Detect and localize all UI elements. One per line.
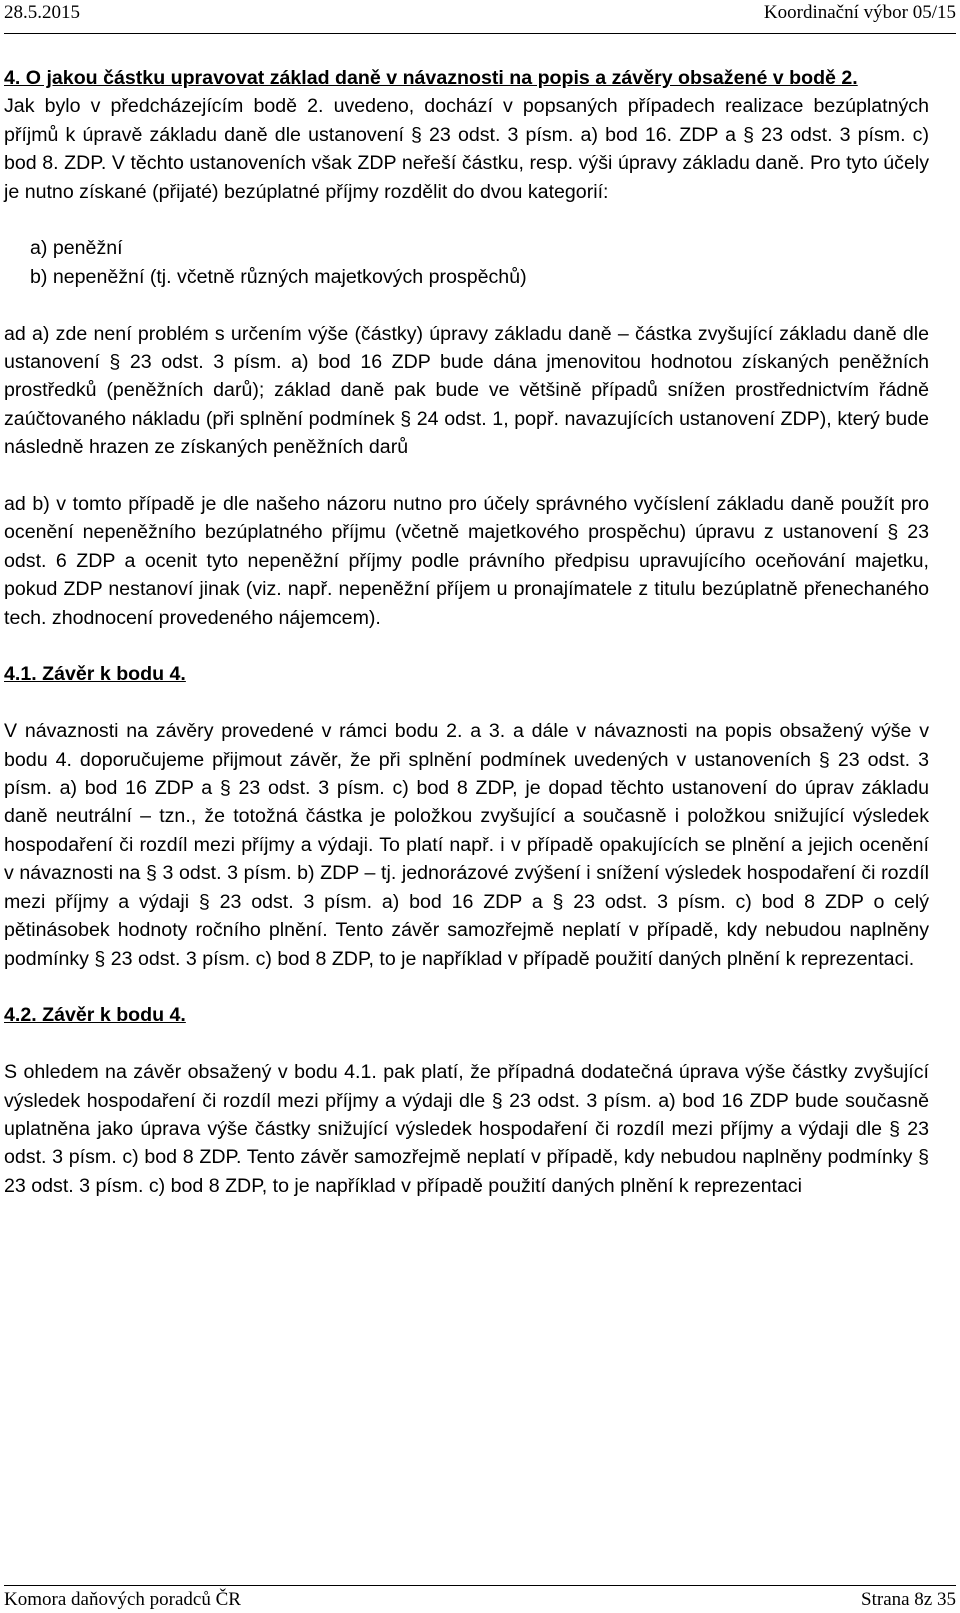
footer-organization: Komora daňových poradců ČR	[4, 1589, 241, 1610]
section-4-1-paragraph: V návaznosti na závěry provedené v rámci bodu 2. a 3. a dále v návaznosti na popis obsažený výše v bodu 4. doporučujeme přijmout závěr, že při splnění podmínek uvedených v ustanoveních § 23 odst. 3 písm. a) bod 16 ZDP a § 23 odst. 3 písm. c) bod 8 ZDP, je dopad těchto ustanovení do úprav základu daně neutrální – tzn., že totožná částka je položkou zvyšující a současně i položkou snižující výsledek hospodaření či rozdíl mezi příjmy a výdaji. To platí např. i v případě opakujících se plnění a jejich ocenění v návaznosti na § 3 odst. 3 písm. b) ZDP – tj. jednorázové zvýšení i snížení výsledek hospodaření či rozdíl mezi příjmy a výdaji § 23 odst. 3 písm. a) bod 16 ZDP a § 23 odst. 3 písm. c) bod 8 ZDP o celý pětinásobek hodnoty ročního plnění. Tento závěr samozřejmě neplatí v případě, kdy nebudou naplněny podmínky § 23 odst. 3 písm. c) bod 8 ZDP, to je například v případě použití daných plnění k reprezentaci.	[4, 720, 929, 970]
section-4-2-heading: 4.2. Závěr k bodu 4.	[4, 1004, 186, 1027]
list-item-a: a) peněžní	[30, 237, 123, 260]
header-date: 28.5.2015	[4, 2, 80, 23]
section-4-1-heading: 4.1. Závěr k bodu 4.	[4, 663, 186, 686]
footer-page-number: Strana 8z 35	[861, 1589, 956, 1610]
document-body	[4, 64, 929, 1200]
section-4-2-paragraph: S ohledem na závěr obsažený v bodu 4.1. pak platí, že případná dodatečná úprava výše částky zvyšující výsledek hospodaření či rozdíl mezi příjmy a výdaji dle § 23 odst. 3 písm. a) bod 16 ZDP bude současně uplatněna jako úprava výše částky snižující výsledek hospodaření či rozdíl mezi příjmy a výdaji dle § 23 odst. 3 písm. c) bod 8 ZDP. Tento závěr samozřejmě neplatí v případě, kdy nebudou naplněny podmínky § 23 odst. 3 písm. c) bod 8 ZDP, to je například v případě použití daných plnění k reprezentaci	[4, 1061, 929, 1197]
header-committee: Koordinační výbor 05/15	[763, 2, 956, 23]
section-4-paragraph: Jak bylo v předcházejícím bodě 2. uvedeno, dochází v popsaných případech realizace bezúplatných příjmů k úpravě základu daně dle ustanovení § 23 odst. 3 písm. a) bod 16. ZDP a § 23 odst. 3 písm. c) bod 8. ZDP. V těchto ustanoveních však ZDP neřeší částku, resp. výši úpravy základu daně. Pro tyto účely je nutno získané (přijaté) bezúplatné příjmy rozdělit do dvou kategorií:	[4, 95, 929, 203]
page-footer	[4, 1589, 956, 1611]
list-item-b: b) nepeněžní (tj. včetně různých majetkových prospěchů)	[30, 265, 527, 288]
paragraph-ad-b: ad b) v tomto případě je dle našeho názoru nutno pro účely správného vyčíslení základu daně použít pro ocenění nepeněžního bezúplatného příjmu (včetně majetkového prospěchu) úpravu z ustanovení § 23 odst. 6 ZDP a ocenit tyto nepeněžní příjmy podle právního předpisu upravujícího oceňování majetku, pokud ZDP nestanoví jinak (viz. např. nepeněžní příjem u pronajímatele z titulu bezúplatně přenechaného tech. zhodnocení provedeného nájemcem).	[4, 493, 929, 629]
header-rule	[4, 33, 956, 34]
section-4-heading: 4. O jakou částku upravovat základ daně v návaznosti na popis a závěry obsažené v bodě 2.	[4, 67, 858, 89]
paragraph-ad-a: ad a) zde není problém s určením výše (částky) úpravy základu daně – částka zvyšující základu daně dle ustanovení § 23 odst. 3 písm. a) bod 16 ZDP bude dána jmenovitou hodnotou získaných peněžních prostředků (peněžních darů); základ daně pak bude ve většině případů snížen prostřednictvím řádně zaúčtovaného nákladu (při splnění podmínek § 24 odst. 1, popř. navazujících ustanovení ZDP), který bude následně hrazen ze získaných peněžních darů	[4, 322, 929, 459]
page-header	[4, 2, 956, 24]
footer-rule	[4, 1585, 956, 1586]
